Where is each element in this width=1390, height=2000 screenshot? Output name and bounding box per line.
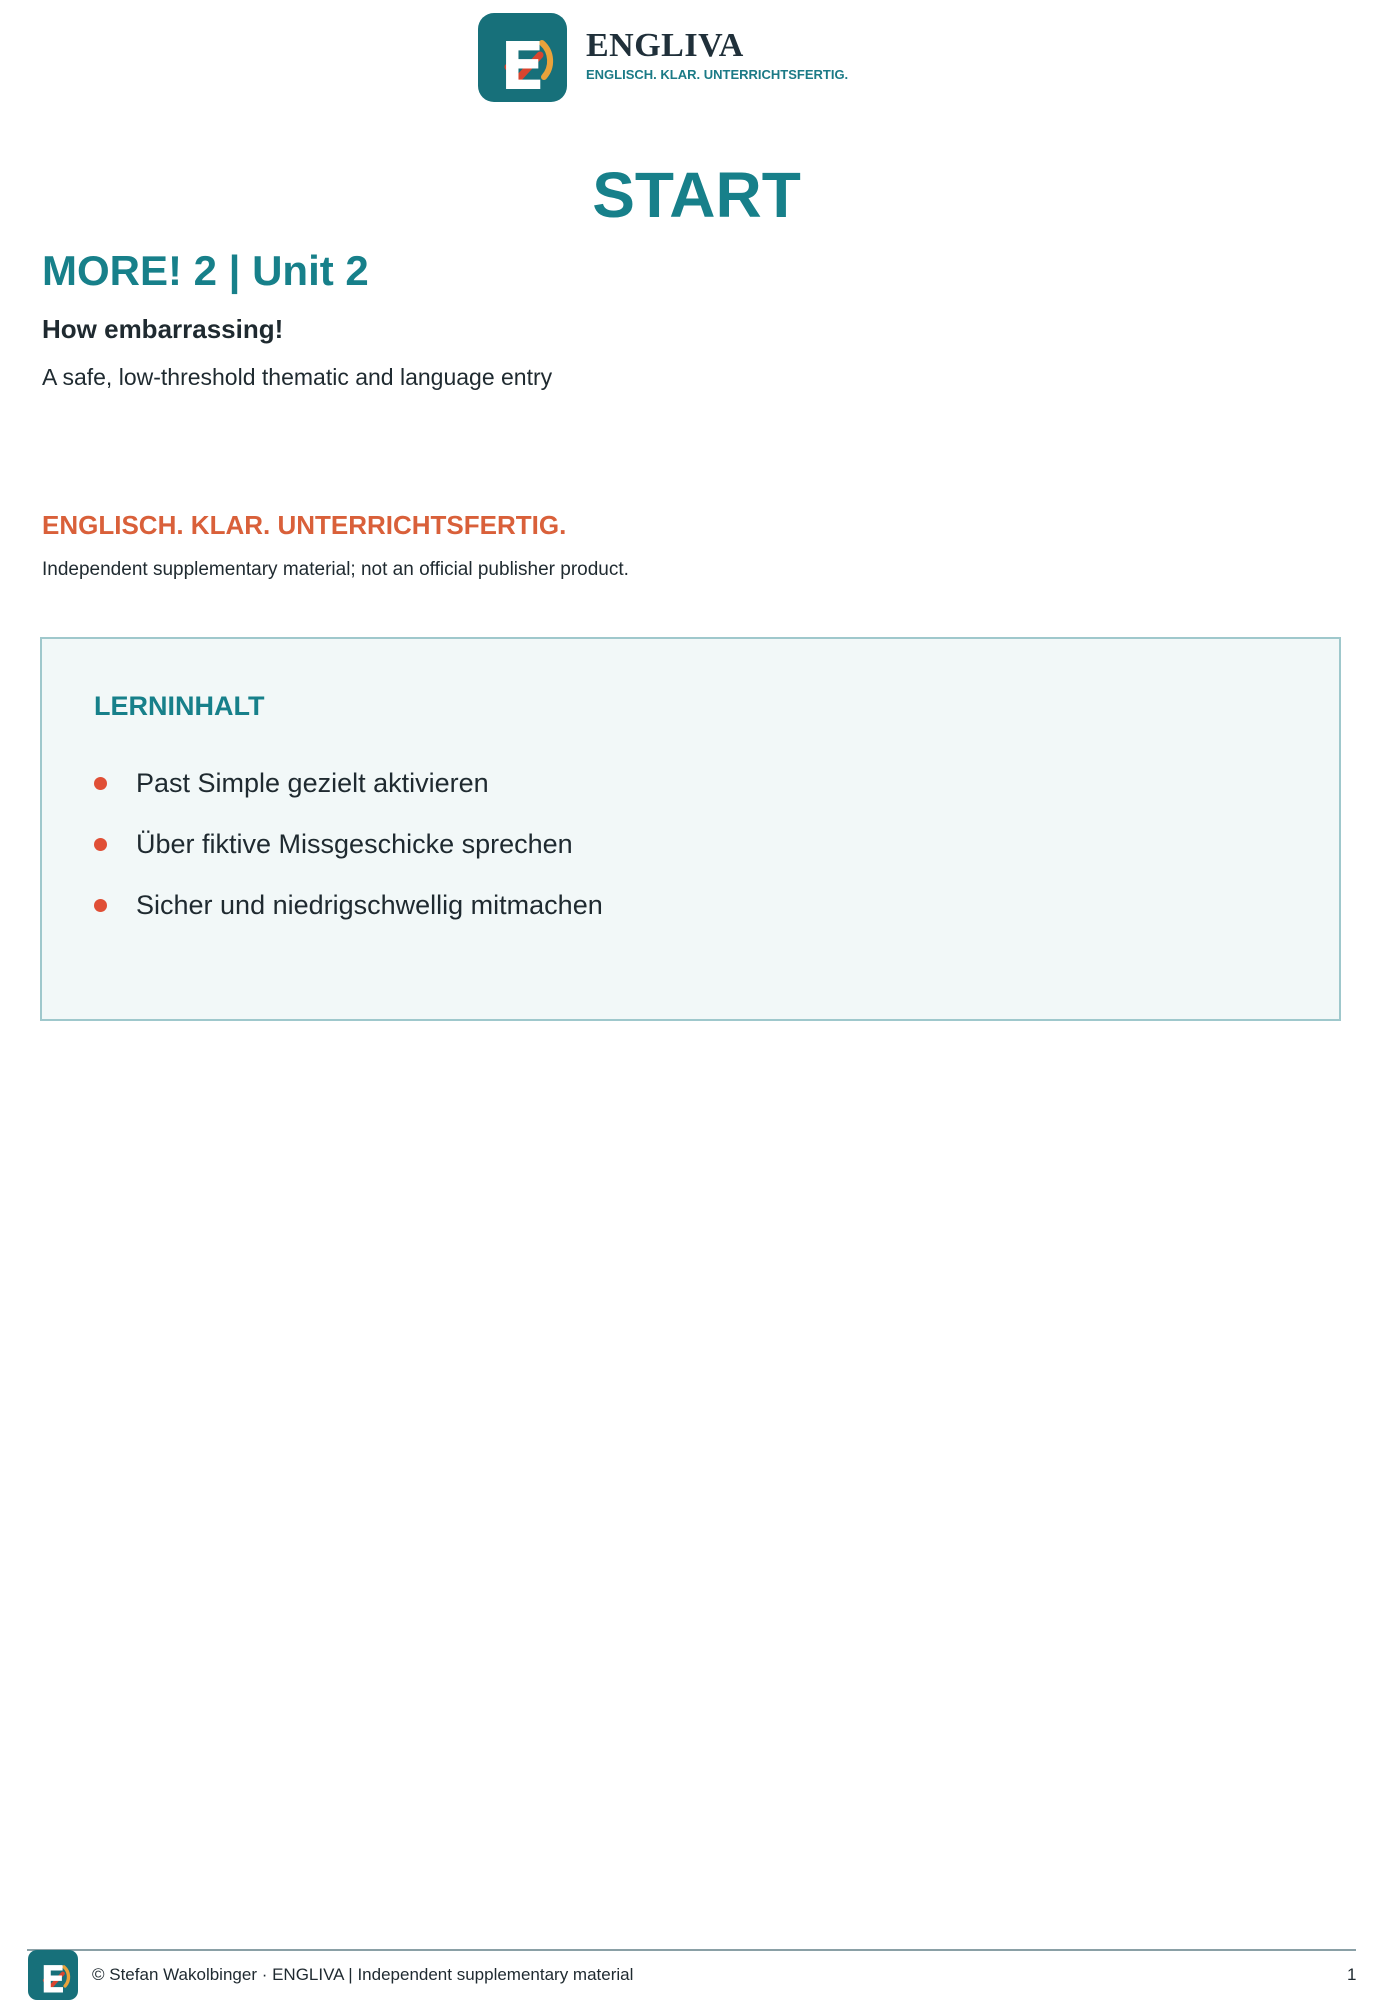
bullet-icon <box>94 899 107 912</box>
footer-logo-letter: E <box>40 1958 66 2000</box>
unit-subtitle: How embarrassing! <box>42 314 284 344</box>
page-title: START <box>592 159 801 231</box>
unit-title: MORE! 2 | Unit 2 <box>42 247 369 294</box>
engliva-logo-icon <box>478 13 567 102</box>
footer-divider <box>27 1949 1356 1951</box>
header-logo-block <box>478 13 898 103</box>
page-number: 1 <box>1347 1965 1357 1984</box>
brand-tagline: ENGLISCH. KLAR. UNTERRICHTSFERTIG. <box>586 67 849 82</box>
learning-content-heading: LERNINHALT <box>94 691 265 721</box>
disclaimer: Independent supplementary material; not an official publisher product. <box>42 559 629 580</box>
objective-text: Past Simple gezielt aktivieren <box>136 768 489 798</box>
objective-text: Sicher und niedrigschwellig mitmachen <box>136 890 603 920</box>
brand-name: ENGLIVA <box>586 27 744 64</box>
footer-text: © Stefan Wakolbinger · ENGLIVA | Independent supplementary material <box>92 1965 634 1984</box>
bullet-icon <box>94 838 107 851</box>
learning-content-box <box>40 637 1341 1021</box>
learning-objectives-list <box>94 767 603 950</box>
objective-text: Über fiktive Missgeschicke sprechen <box>136 829 573 859</box>
unit-description: A safe, low-threshold thematic and language entry <box>42 364 553 390</box>
slogan: ENGLISCH. KLAR. UNTERRICHTSFERTIG. <box>42 510 567 540</box>
list-item <box>94 767 603 828</box>
list-item <box>94 889 603 950</box>
footer-logo-icon <box>27 1950 79 2000</box>
bullet-icon <box>94 777 107 790</box>
logo-letter: E <box>500 28 546 102</box>
list-item <box>94 828 603 889</box>
